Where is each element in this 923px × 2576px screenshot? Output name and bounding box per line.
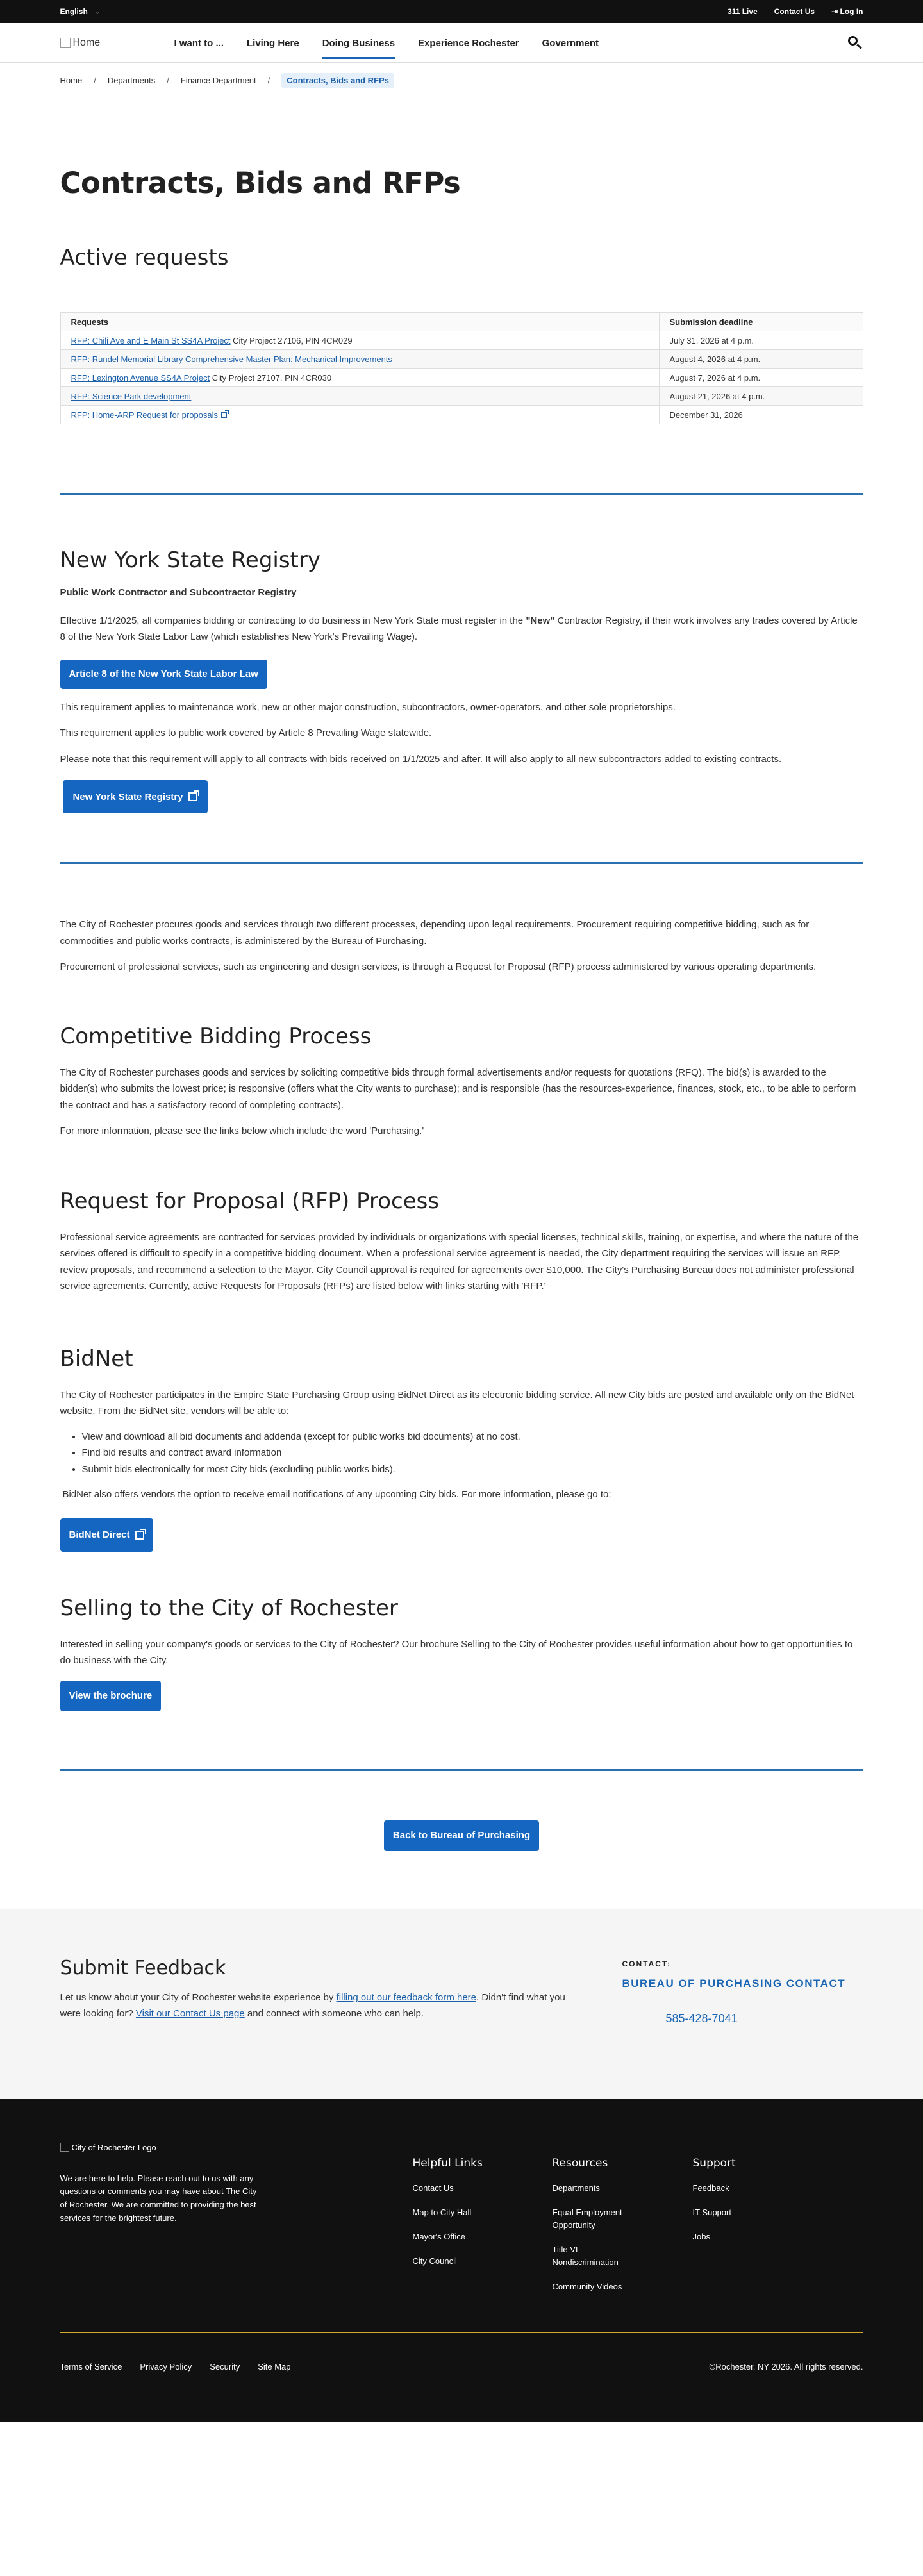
feedback-text-a: Let us know about your City of Rochester website experience by — [60, 1991, 337, 2003]
footer-column-resources — [553, 2157, 633, 2306]
footer-logo-alt: City of Rochester Logo — [71, 2142, 156, 2152]
live-311-link[interactable]: 311 Live — [728, 7, 758, 16]
footer-column-title: Support — [692, 2156, 736, 2170]
external-link-icon — [188, 792, 197, 801]
list-item: • Find bid results and contract award information — [82, 1445, 863, 1461]
footer-column-support — [693, 2157, 789, 2255]
procurement-para-1: The City of Rochester procures goods and services through two different processes, depending upon legal requirements. Procurement requiring competitive bidding, such as for commodities and public works contracts, is administered by the Bureau of Purchasing. — [60, 919, 810, 947]
nav-government[interactable]: Government — [542, 37, 599, 49]
footer-divider — [60, 2332, 863, 2333]
section-divider — [60, 493, 863, 495]
breadcrumb-separator: / — [94, 76, 96, 85]
contact-us-link[interactable]: Contact Us — [774, 7, 815, 16]
selling-heading: Selling to the City of Rochester — [60, 1595, 398, 1621]
column-header-requests: Requests — [60, 313, 659, 331]
footer-link[interactable]: Jobs — [692, 2231, 710, 2241]
contact-us-page-link[interactable]: Visit our Contact Us page — [135, 2008, 245, 2019]
log-in-link[interactable] — [831, 7, 863, 16]
requests-table — [60, 312, 863, 424]
footer-link[interactable]: IT Support — [692, 2207, 731, 2217]
table-row — [60, 387, 863, 406]
nys-registry-para-2: This requirement applies to maintenance work, new or other major construction, subcontractors, owner-operators, and other sole proprietorships. — [60, 701, 676, 713]
language-label: English — [60, 7, 88, 16]
bidnet-direct-button[interactable] — [60, 1518, 153, 1552]
footer-link[interactable]: Community Videos — [552, 2282, 622, 2292]
reach-out-link[interactable]: reach out to us — [165, 2173, 221, 2183]
rfp-process-para: Professional service agreements are contracted for services provided by individuals or organizations with special licenses, technical skills, training, or expertise, and where the nature of the services offered is difficult to specify in a competitive bidding document. When a professional service agreement is needed, the City department requiring the services will issue an RFP, review proposals, and recommend a selection to the Mayor. City Council approval is required for agreements over $10,000. The City's Purchasing Bureau does not administer professional service agreements. Currently, active Requests for Proposals (RFPs) are listed below with links starting with 'RFP.' — [60, 1231, 859, 1292]
footer-column-title: Helpful Links — [412, 2156, 483, 2170]
table-row — [60, 350, 863, 369]
breadcrumb — [60, 63, 863, 88]
contact-name: BUREAU OF PURCHASING CONTACT — [622, 1977, 846, 1990]
selling-para: Interested in selling your company's goods or services to the City of Rochester? Our brochure Selling to the City of Rochester provides useful information about how to get opportunities to do business with the City. — [60, 1638, 853, 1666]
log-in-icon: ⇥ — [831, 7, 838, 16]
nys-registry-button[interactable] — [63, 780, 208, 813]
copyright: ©Rochester, NY 2026. All rights reserved. — [709, 2361, 863, 2372]
external-link-icon — [221, 412, 227, 418]
view-brochure-button[interactable]: View the brochure — [60, 1681, 162, 1711]
breadcrumb-departments[interactable]: Departments — [107, 76, 156, 85]
nys-registry-para-3: This requirement applies to public work covered by Article 8 Prevailing Wage statewide. — [60, 727, 432, 738]
terms-link[interactable]: Terms of Service — [60, 2361, 122, 2372]
page-title: Contracts, Bids and RFPs — [60, 166, 461, 200]
logo-alt-text: Home — [72, 37, 101, 48]
deadline-cell: December 31, 2026 — [659, 406, 863, 424]
request-extra: City Project 27106, PIN 4CR029 — [230, 335, 353, 345]
request-link[interactable]: RFP: Science Park development — [71, 391, 192, 401]
request-cell — [60, 350, 659, 369]
para1-text-b: Contractor Registry, if their work involves any trades covered by Article 8 of the New York State Labor Law (which establishes New York's Prevailing Wage). — [60, 615, 858, 642]
para1-bold: "New" — [526, 615, 555, 626]
request-cell — [60, 369, 659, 387]
footer-link[interactable]: Equal Employment Opportunity — [552, 2207, 622, 2230]
competitive-bidding-heading: Competitive Bidding Process — [60, 1023, 372, 1049]
footer-link[interactable]: Contact Us — [412, 2182, 454, 2193]
nav-experience-rochester[interactable]: Experience Rochester — [418, 37, 519, 49]
footer-link[interactable]: Title VI Nondiscrimination — [552, 2244, 619, 2268]
home-logo-link[interactable] — [60, 37, 163, 49]
active-requests-heading: Active requests — [60, 245, 229, 270]
table-row — [60, 331, 863, 350]
list-item: • Submit bids electronically for most City bids (excluding public works bids). — [82, 1461, 863, 1478]
feedback-text-c: and connect with someone who can help. — [244, 2008, 424, 2019]
section-divider — [60, 862, 863, 864]
footer-link[interactable]: Mayor's Office — [412, 2231, 465, 2241]
footer-link[interactable]: Departments — [552, 2182, 600, 2193]
nav-i-want-to[interactable]: I want to ... — [174, 37, 224, 49]
site-map-link[interactable]: Site Map — [258, 2361, 291, 2372]
feedback-text-b: . Didn't find what you were looking for? — [60, 1991, 565, 2019]
nys-registry-para-4: Please note that this requirement will apply to all contracts with bids received on 1/1/2025 and after. It will also apply to all new subcontractors added to existing contracts. — [60, 753, 782, 765]
deadline-cell: August 4, 2026 at 4 p.m. — [659, 350, 863, 369]
site-header — [0, 23, 923, 63]
site-footer — [0, 2099, 923, 2422]
main-nav — [163, 23, 610, 63]
nav-living-here[interactable]: Living Here — [247, 37, 299, 49]
table-header-row — [60, 313, 863, 331]
bidnet-heading: BidNet — [60, 1345, 133, 1372]
chevron-down-icon: ⌄ — [94, 7, 101, 16]
feedback-section — [0, 1909, 923, 2099]
breadcrumb-separator: / — [267, 76, 270, 85]
bidnet-para-1: The City of Rochester participates in the Empire State Purchasing Group using BidNet Direct as its electronic bidding service. All new City bids are posted and available only on the BidNet website. From the BidNet site, vendors will be able to: — [60, 1389, 854, 1417]
nys-registry-button-label: New York State Registry — [72, 791, 183, 802]
back-button-container — [60, 1820, 863, 1909]
footer-link[interactable]: City Council — [412, 2256, 457, 2266]
language-selector[interactable] — [60, 7, 101, 16]
nav-doing-business[interactable]: Doing Business — [311, 23, 406, 63]
request-link[interactable]: RFP: Lexington Avenue SS4A Project — [71, 372, 210, 383]
request-cell — [60, 331, 659, 350]
table-row — [60, 406, 863, 424]
footer-column-helpful-links — [413, 2157, 509, 2280]
section-divider — [60, 1769, 863, 1771]
request-extra: City Project 27107, PIN 4CR030 — [210, 372, 332, 383]
footer-logo[interactable] — [60, 2143, 156, 2152]
column-header-deadline: Submission deadline — [659, 313, 863, 331]
contact-label: CONTACT: — [622, 1959, 671, 1968]
footer-link[interactable]: Feedback — [692, 2182, 729, 2193]
contact-phone-link[interactable]: 585-428-7041 — [665, 2011, 738, 2025]
security-link[interactable]: Security — [210, 2361, 240, 2372]
deadline-cell: July 31, 2026 at 4 p.m. — [659, 331, 863, 350]
nys-registry-subheading: Public Work Contractor and Subcontractor Registry — [60, 587, 297, 598]
footer-link[interactable]: Map to City Hall — [412, 2207, 472, 2217]
contact-card — [622, 1959, 846, 2025]
search-icon[interactable] — [847, 35, 863, 51]
deadline-cell: August 21, 2026 at 4 p.m. — [659, 387, 863, 406]
feedback-text — [60, 1990, 586, 2022]
footer-legal-links — [60, 2362, 291, 2372]
external-link-icon — [135, 1531, 144, 1540]
breadcrumb-finance[interactable]: Finance Department — [180, 76, 256, 85]
request-cell — [60, 387, 659, 406]
utility-bar — [0, 0, 923, 23]
request-link[interactable]: RFP: Rundel Memorial Library Comprehensive Master Plan: Mechanical Improvements — [71, 354, 392, 364]
footer-about-b: with any questions or comments you may have about The City of Rochester. We are committed to providing the best services for the brightest future. — [60, 2173, 257, 2223]
bidnet-para-2: BidNet also offers vendors the option to receive email notifications of any upcoming City bids. For more information, please go to: — [62, 1489, 611, 1500]
footer-column-title: Resources — [552, 2156, 608, 2170]
article-8-button[interactable]: Article 8 of the New York State Labor Law — [60, 660, 267, 689]
para1-text-a: Effective 1/1/2025, all companies bidding or contracting to do business in New York State must register in the — [60, 615, 526, 626]
bidnet-direct-button-label: BidNet Direct — [69, 1529, 130, 1540]
rfp-process-heading: Request for Proposal (RFP) Process — [60, 1188, 440, 1214]
footer-about — [60, 2172, 264, 2225]
breadcrumb-current: Contracts, Bids and RFPs — [281, 73, 394, 88]
breadcrumb-separator: / — [167, 76, 169, 85]
deadline-cell: August 7, 2026 at 4 p.m. — [659, 369, 863, 387]
request-link[interactable]: RFP: Chili Ave and E Main St SS4A Project — [71, 335, 231, 345]
feedback-heading: Submit Feedback — [60, 1956, 226, 1979]
table-row — [60, 369, 863, 387]
request-cell — [60, 406, 659, 424]
nys-registry-para-1 — [60, 613, 863, 645]
footer-about-a: We are here to help. Please — [60, 2173, 166, 2183]
back-to-purchasing-button[interactable]: Back to Bureau of Purchasing — [384, 1820, 539, 1851]
list-item: • View and download all bid documents and addenda (except for public works bid documents) at no cost. — [82, 1429, 863, 1445]
broken-image-icon — [60, 2143, 69, 2152]
privacy-link[interactable]: Privacy Policy — [140, 2361, 192, 2372]
broken-image-icon — [60, 38, 71, 48]
request-link[interactable]: RFP: Home-ARP Request for proposals — [71, 410, 219, 420]
bidnet-bullet-list — [82, 1429, 863, 1478]
breadcrumb-home[interactable]: Home — [60, 76, 83, 85]
feedback-form-link[interactable]: filling out our feedback form here — [336, 1991, 477, 2003]
competitive-bidding-para-2: For more information, please see the links below which include the word 'Purchasing.' — [60, 1126, 424, 1136]
competitive-bidding-para-1: The City of Rochester purchases goods and services by soliciting competitive bids through formal advertisements and/or requests for quotations (RFQ). The bid(s) is awarded to the bidder(s) who submits the lowest price; is responsive (offers what the City wants to purchase); and is responsible (has the resources-experience, finances, stock, etc., to be able to perform the contract and has a satisfactory record of completing contracts). — [60, 1067, 856, 1111]
nys-registry-heading: New York State Registry — [60, 547, 320, 573]
log-in-label: Log In — [840, 7, 863, 16]
procurement-para-2: Procurement of professional services, such as engineering and design services, is through a Request for Proposal (RFP) process administered by various operating departments. — [60, 961, 817, 972]
